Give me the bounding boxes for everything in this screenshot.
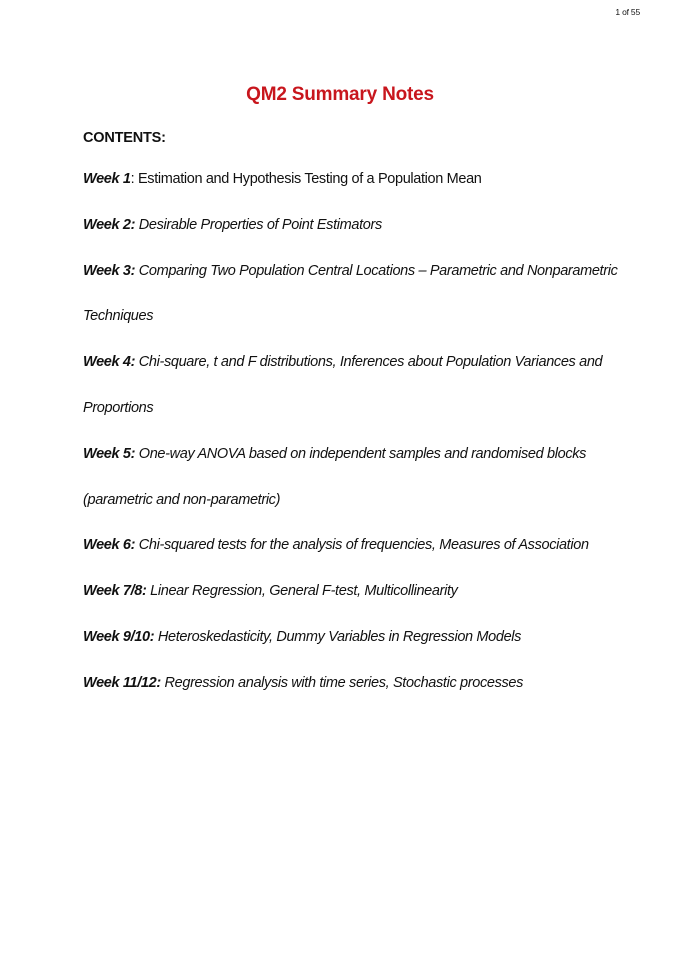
week-label: Week 9/10:: [83, 628, 155, 645]
contents-entry-week-2: [83, 203, 623, 249]
week-label: Week 6:: [83, 537, 136, 554]
week-topic: Chi-squared tests for the analysis of frequencies, Measures of Association: [135, 537, 589, 554]
week-label: Week 3:: [83, 262, 136, 279]
contents-entry-week-6: [83, 523, 623, 569]
week-label: Week 4:: [83, 354, 136, 371]
week-label: Week 7/8:: [83, 583, 147, 600]
week-label: Week 5:: [83, 445, 136, 462]
week-topic: Comparing Two Population Central Locations – Parametric and Nonparametric Techniques: [83, 262, 618, 325]
contents-entry-week-5: [83, 432, 623, 524]
contents-entry-week-4: [83, 340, 623, 432]
week-separator: :: [130, 171, 135, 187]
contents-list: [83, 157, 623, 707]
week-topic: Desirable Properties of Point Estimators: [135, 216, 382, 233]
week-label: Week 2:: [83, 216, 136, 233]
contents-entry-week-9-10: [83, 615, 623, 661]
week-topic: Heteroskedasticity, Dummy Variables in Regression Models: [154, 628, 522, 645]
week-label: Week 1: [83, 171, 131, 187]
week-label: Week 11/12:: [83, 674, 161, 691]
week-topic: Chi-square, t and F distributions, Inferences about Population Variances and Proportions: [83, 354, 603, 416]
week-topic: One-way ANOVA based on independent samples and randomised blocks (parametric and non-parametric): [83, 445, 587, 508]
contents-entry-week-1: [83, 157, 623, 203]
contents-entry-week-7-8: [83, 569, 623, 615]
document-title: QM2 Summary Notes: [246, 84, 434, 105]
week-topic: Linear Regression, General F-test, Multicollinearity: [146, 583, 458, 600]
contents-heading: CONTENTS:: [83, 130, 166, 146]
week-topic: Regression analysis with time series, Stochastic processes: [160, 674, 523, 691]
contents-entry-week-11-12: [83, 661, 623, 707]
contents-entry-week-3: [83, 249, 623, 341]
page-number: 1 of 55: [615, 7, 640, 17]
week-topic: Estimation and Hypothesis Testing of a Population Mean: [134, 171, 482, 187]
